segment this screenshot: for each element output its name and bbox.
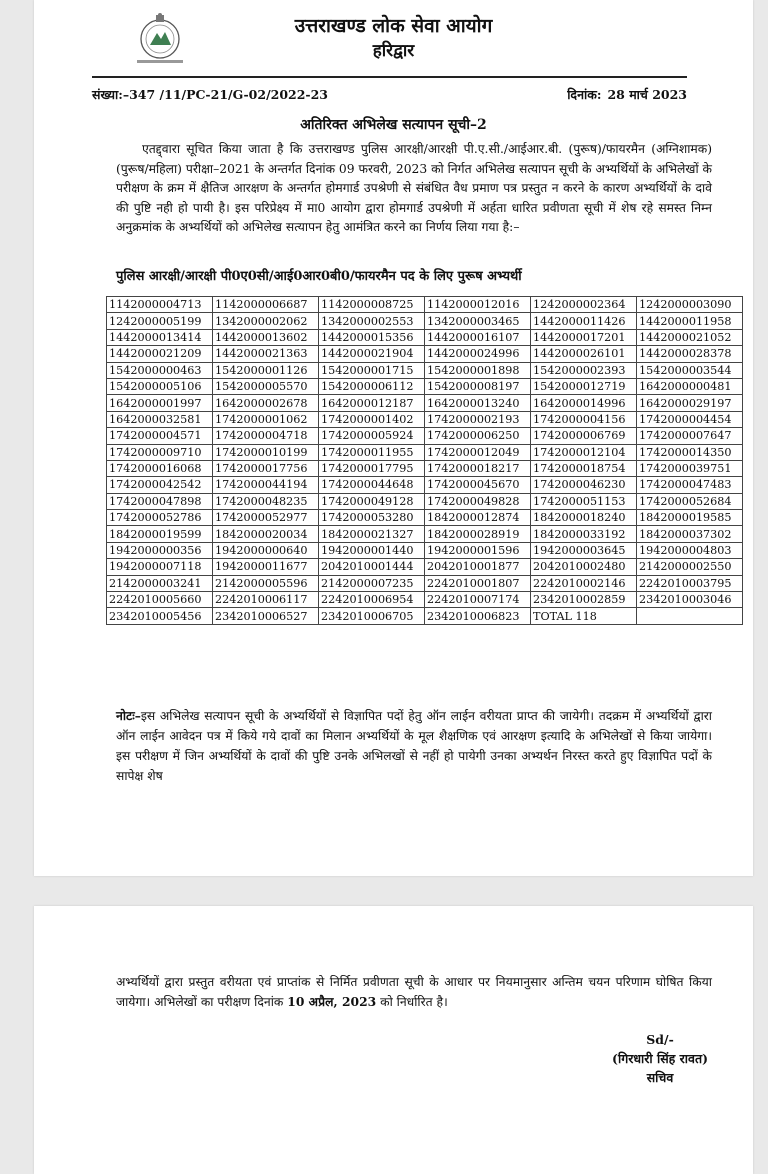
roll-number-cell: 1742000004571 bbox=[107, 428, 213, 444]
signatory-designation: सचिव bbox=[646, 1070, 674, 1085]
roll-number-cell: 1442000011426 bbox=[531, 313, 637, 329]
roll-number-cell: 2342010006823 bbox=[425, 608, 531, 624]
roll-number-cell: 1642000032581 bbox=[107, 411, 213, 427]
roll-number-cell: 1742000052977 bbox=[213, 510, 319, 526]
roll-number-cell: 2342010002859 bbox=[531, 592, 637, 608]
roll-number-cell: 2342010006705 bbox=[319, 608, 425, 624]
table-row bbox=[107, 493, 743, 509]
roll-number-cell: 1742000001062 bbox=[213, 411, 319, 427]
roll-number-cell: 1542000001715 bbox=[319, 362, 425, 378]
roll-number-cell: 1742000039751 bbox=[637, 460, 743, 476]
roll-number-cell: 1442000015356 bbox=[319, 329, 425, 345]
roll-number-cell: 1742000004718 bbox=[213, 428, 319, 444]
roll-number-cell: 2342010005456 bbox=[107, 608, 213, 624]
organization-city: हरिद्वार bbox=[372, 41, 415, 61]
table-row bbox=[107, 542, 743, 558]
roll-number-cell: 1742000017756 bbox=[213, 460, 319, 476]
roll-number-cell: 1742000011955 bbox=[319, 444, 425, 460]
roll-number-cell: 1542000006112 bbox=[319, 378, 425, 394]
table-row bbox=[107, 559, 743, 575]
roll-number-cell: 2342010003046 bbox=[637, 592, 743, 608]
roll-number-cell: 1442000021363 bbox=[213, 346, 319, 362]
roll-number-cell: 2242010006117 bbox=[213, 592, 319, 608]
roll-number-cell: 1942000000356 bbox=[107, 542, 213, 558]
roll-number-cell: 2242010003795 bbox=[637, 575, 743, 591]
roll-number-cell: 1742000016068 bbox=[107, 460, 213, 476]
post-heading: पुलिस आरक्षी/आरक्षी पी0ए0सी/आई0आर0बी0/फायरमैन पद के लिए पुरूष अभ्यर्थी bbox=[116, 269, 522, 284]
roll-number-cell: 1442000028378 bbox=[637, 346, 743, 362]
roll-number-cell: 1942000004803 bbox=[637, 542, 743, 558]
roll-number-cell: 1642000001997 bbox=[107, 395, 213, 411]
roll-number-cell: 1742000005924 bbox=[319, 428, 425, 444]
roll-number-cell: 1842000020034 bbox=[213, 526, 319, 542]
table-row bbox=[107, 329, 743, 345]
roll-number-cell: 1742000049828 bbox=[425, 493, 531, 509]
roll-number-cell: 1642000012187 bbox=[319, 395, 425, 411]
roll-number-cell: 1442000013602 bbox=[213, 329, 319, 345]
roll-number-cell: 1742000012104 bbox=[531, 444, 637, 460]
table-row bbox=[107, 460, 743, 476]
roll-number-cell: 2242010005660 bbox=[107, 592, 213, 608]
roll-number-cell: 1842000012874 bbox=[425, 510, 531, 526]
roll-number-cell: 1842000019585 bbox=[637, 510, 743, 526]
roll-number-cell: 2142000005596 bbox=[213, 575, 319, 591]
roll-number-cell: 1542000003544 bbox=[637, 362, 743, 378]
roll-number-cell: 1742000006250 bbox=[425, 428, 531, 444]
roll-number-cell: 1942000000640 bbox=[213, 542, 319, 558]
roll-number-cell: 1442000026101 bbox=[531, 346, 637, 362]
roll-number-cell: 1742000006769 bbox=[531, 428, 637, 444]
roll-number-cell: 1742000014350 bbox=[637, 444, 743, 460]
date-label: दिनांक: bbox=[567, 87, 602, 102]
continuation-text: अभ्यर्थियों द्वारा प्रस्तुत वरीयता एवं प्राप्तांक से निर्मित प्रवीणता सूची के आधार पर नियमानुसार अन्तिम चयन परिणाम घोषित किया जायेगा। अभिलेखों का परीक्षण दिनांक bbox=[116, 975, 712, 1009]
letter-date bbox=[567, 86, 687, 103]
roll-number-cell: 2042010001877 bbox=[425, 559, 531, 575]
examination-date: 10 अप्रैल, 2023 bbox=[287, 994, 377, 1009]
roll-number-cell: 1842000019599 bbox=[107, 526, 213, 542]
table-row bbox=[107, 526, 743, 542]
roll-number-cell: 1342000003465 bbox=[425, 313, 531, 329]
table-row bbox=[107, 362, 743, 378]
roll-number-cell: 1642000002678 bbox=[213, 395, 319, 411]
roll-number-cell: 2142000003241 bbox=[107, 575, 213, 591]
table-row bbox=[107, 346, 743, 362]
continuation-paragraph bbox=[116, 972, 712, 1012]
roll-number-cell: 1442000017201 bbox=[531, 329, 637, 345]
roll-number-cell: 1742000044648 bbox=[319, 477, 425, 493]
table-row bbox=[107, 477, 743, 493]
roll-number-cell: 1942000003645 bbox=[531, 542, 637, 558]
note-text: इस अभिलेख सत्यापन सूची के अभ्यर्थियों से विज्ञापित पदों हेतु ऑन लाईन वरीयता प्राप्त की जायेगी। तदक्रम में अभ्यर्थियों द्वारा ऑन लाईन आवेदन पत्र में किये गये दावों का मिलान अभ्यर्थियों के मूल शैक्षणिक एवं आरक्षण इत्यादि के अभिलेखों से किया जायेगा। इस परीक्षण में जिन अभ्यर्थियों के दावों की पुष्टि उनके अभिलखों से नहीं हो पायेगी उनका अभ्यर्थन निरस्त करते हुए विज्ञापित पदों के सापेक्ष शेष bbox=[116, 709, 712, 783]
table-row bbox=[107, 395, 743, 411]
roll-number-cell: 1742000004156 bbox=[531, 411, 637, 427]
roll-number-cell: 1542000005570 bbox=[213, 378, 319, 394]
roll-number-cell: 1742000042542 bbox=[107, 477, 213, 493]
roll-number-cell: 1742000004454 bbox=[637, 411, 743, 427]
table-row bbox=[107, 411, 743, 427]
roll-number-cell: 1342000002553 bbox=[319, 313, 425, 329]
roll-number-cell: 2342010006527 bbox=[213, 608, 319, 624]
table-row bbox=[107, 297, 743, 313]
roll-number-cell: 1742000047483 bbox=[637, 477, 743, 493]
note-label: नोटः– bbox=[116, 708, 141, 723]
roll-number-cell: 2242010007174 bbox=[425, 592, 531, 608]
table-row bbox=[107, 444, 743, 460]
roll-number-cell: 1742000001402 bbox=[319, 411, 425, 427]
roll-number-cell: 1142000004713 bbox=[107, 297, 213, 313]
table-row bbox=[107, 592, 743, 608]
roll-number-cell: 1742000007647 bbox=[637, 428, 743, 444]
roll-number-cell: 1442000021052 bbox=[637, 329, 743, 345]
roll-number-cell: 1742000017795 bbox=[319, 460, 425, 476]
roll-number-cell: 1442000024996 bbox=[425, 346, 531, 362]
roll-number-cell: 1442000011958 bbox=[637, 313, 743, 329]
roll-number-cell: 1142000008725 bbox=[319, 297, 425, 313]
roll-number-cell: 1542000001126 bbox=[213, 362, 319, 378]
roll-number-cell: 1542000012719 bbox=[531, 378, 637, 394]
note-paragraph bbox=[116, 706, 712, 786]
table-row bbox=[107, 575, 743, 591]
table-row bbox=[107, 510, 743, 526]
roll-number-cell: 1742000049128 bbox=[319, 493, 425, 509]
roll-number-cell bbox=[637, 608, 743, 624]
roll-number-cell: 1742000048235 bbox=[213, 493, 319, 509]
roll-number-cell: 1742000046230 bbox=[531, 477, 637, 493]
roll-number-cell: 2042010001444 bbox=[319, 559, 425, 575]
roll-number-cell: 1742000052786 bbox=[107, 510, 213, 526]
roll-number-table bbox=[106, 296, 743, 625]
roll-number-cell: 1742000018754 bbox=[531, 460, 637, 476]
roll-number-cell: 1642000014996 bbox=[531, 395, 637, 411]
header-divider bbox=[92, 76, 687, 78]
table-row bbox=[107, 378, 743, 394]
continuation-tail: को निर्धारित है। bbox=[380, 995, 448, 1009]
organization-title: उत्तराखण्ड लोक सेवा आयोग bbox=[294, 15, 493, 37]
roll-number-cell: 1742000047898 bbox=[107, 493, 213, 509]
roll-number-cell: 1842000037302 bbox=[637, 526, 743, 542]
roll-number-cell: 1742000044194 bbox=[213, 477, 319, 493]
roll-number-cell: 1742000002193 bbox=[425, 411, 531, 427]
roll-number-cell: 1242000005199 bbox=[107, 313, 213, 329]
roll-number-cell: 1742000012049 bbox=[425, 444, 531, 460]
roll-number-cell: 1142000006687 bbox=[213, 297, 319, 313]
roll-number-cell: 1842000033192 bbox=[531, 526, 637, 542]
date-value: 28 मार्च 2023 bbox=[607, 87, 687, 102]
roll-number-cell: 1742000053280 bbox=[319, 510, 425, 526]
roll-number-cell: 2242010002146 bbox=[531, 575, 637, 591]
roll-number-cell: 1742000018217 bbox=[425, 460, 531, 476]
roll-number-cell: 1442000021209 bbox=[107, 346, 213, 362]
document-page-1 bbox=[34, 0, 753, 876]
roll-number-cell: 1842000028919 bbox=[425, 526, 531, 542]
roll-number-cell: 1542000002393 bbox=[531, 362, 637, 378]
roll-number-cell: 1842000021327 bbox=[319, 526, 425, 542]
roll-number-cell: 1542000005106 bbox=[107, 378, 213, 394]
table-row bbox=[107, 428, 743, 444]
roll-number-cell: 1942000001440 bbox=[319, 542, 425, 558]
roll-number-cell: 1642000013240 bbox=[425, 395, 531, 411]
roll-number-cell: 1742000045670 bbox=[425, 477, 531, 493]
roll-number-cell: TOTAL 118 bbox=[531, 608, 637, 624]
roll-number-cell: 1442000016107 bbox=[425, 329, 531, 345]
intro-paragraph: एतद्द्वारा सूचित किया जाता है कि उत्तराखण्ड पुलिस आरक्षी/आरक्षी पी.ए.सी./आईआर.बी. (पुरूष)/फायरमैन (अग्निशामक) (पुरूष/महिला) परीक्षा–2021 के अन्तर्गत दिनांक 09 फरवरी, 2023 को निर्गत अभिलेख सत्यापन सूची के अभ्यर्थियों के अभिलेखों के परीक्षण के क्रम में क्षैतिज आरक्षण के अन्तर्गत होमगार्ड उपश्रेणी से संबंधित वैध प्रमाण पत्र प्रस्तुत न करने के कारण अभ्यर्थियों के दावे की पुष्टि नही हो पायी है। इस परिप्रेक्ष्य में मा0 आयोग द्वारा होमगार्ड उपश्रेणी में अर्हता धारित प्रवीणता सूची में शेष रहे समस्त निम्न अनुक्रमांक के अभ्यर्थियों को अभिलेख सत्यापन हेतु आमंत्रित करने का निर्णय लिया गया है:– bbox=[116, 142, 712, 235]
roll-number-cell: 1242000002364 bbox=[531, 297, 637, 313]
roll-number-cell: 1942000001596 bbox=[425, 542, 531, 558]
roll-number-cell: 1542000008197 bbox=[425, 378, 531, 394]
roll-number-cell: 1742000009710 bbox=[107, 444, 213, 460]
roll-number-cell: 1942000011677 bbox=[213, 559, 319, 575]
signature-block bbox=[612, 1030, 708, 1087]
roll-number-cell: 2242010006954 bbox=[319, 592, 425, 608]
reference-number: संख्या:–347 /11/PC-21/G-02/2022-23 bbox=[92, 87, 329, 102]
roll-number-cell: 1142000012016 bbox=[425, 297, 531, 313]
roll-number-cell: 1742000051153 bbox=[531, 493, 637, 509]
roll-number-cell: 2042010002480 bbox=[531, 559, 637, 575]
roll-number-cell: 1842000018240 bbox=[531, 510, 637, 526]
roll-number-cell: 1642000000481 bbox=[637, 378, 743, 394]
roll-number-cell: 2142000007235 bbox=[319, 575, 425, 591]
roll-number-cell: 1242000003090 bbox=[637, 297, 743, 313]
roll-number-cell: 1642000029197 bbox=[637, 395, 743, 411]
roll-number-cell: 1442000013414 bbox=[107, 329, 213, 345]
document-page-2 bbox=[34, 906, 753, 1174]
roll-number-cell: 1542000001898 bbox=[425, 362, 531, 378]
roll-number-cell: 1742000010199 bbox=[213, 444, 319, 460]
subject-heading: अतिरिक्त अभिलेख सत्यापन सूची–2 bbox=[300, 117, 487, 133]
table-row bbox=[107, 313, 743, 329]
roll-number-cell: 2142000002550 bbox=[637, 559, 743, 575]
signatory-name: (गिरधारी सिंह रावत) bbox=[612, 1051, 708, 1066]
roll-number-cell: 1742000052684 bbox=[637, 493, 743, 509]
table-row bbox=[107, 608, 743, 624]
signature-sd: Sd/- bbox=[646, 1032, 674, 1047]
roll-number-cell: 1942000007118 bbox=[107, 559, 213, 575]
roll-number-cell: 1342000002062 bbox=[213, 313, 319, 329]
roll-number-cell: 1442000021904 bbox=[319, 346, 425, 362]
roll-number-cell: 1542000000463 bbox=[107, 362, 213, 378]
roll-number-cell: 2242010001807 bbox=[425, 575, 531, 591]
